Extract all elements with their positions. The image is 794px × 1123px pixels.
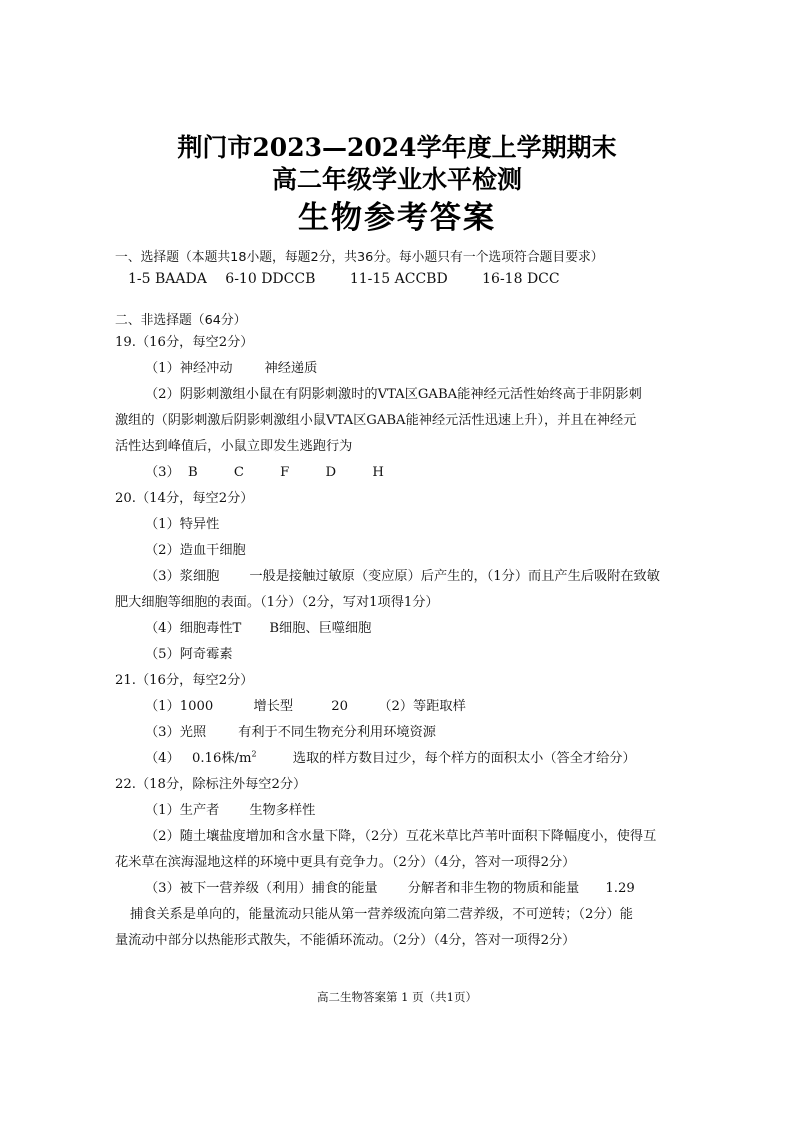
q21-part4-label: （4） <box>145 751 180 766</box>
q22-part4-line1: 捕食关系是单向的，能量流动只能从第一营养级流向第二营养级，不可逆转；（2分）能 <box>130 907 633 922</box>
q22-header: 22.（18分，除标注外每空2分） <box>115 777 307 792</box>
q19-part2-line2: 激组的（阴影刺激后阴影刺激组小鼠VTA区GABA能神经元活性迅速上升），并且在神经元 <box>115 413 637 428</box>
q21-part4 <box>145 750 636 768</box>
choice-answers-16-18: 16-18 DCC <box>482 271 560 287</box>
q21-answer-2: （2）等距取样 <box>378 699 466 714</box>
document-title-line2: 高二年级学业水平检测 <box>271 165 522 194</box>
q20-answer-4b: B细胞、巨噬细胞 <box>269 621 372 636</box>
q19-answer-3-2: C <box>233 465 244 480</box>
q19-part3 <box>145 464 384 482</box>
q21-answer-4a: 0.16株/m <box>191 751 252 766</box>
q19-part2-line1: （2）阴影刺激组小鼠在有阴影刺激时的VTA区GABA能神经元活性始终高于非阴影刺 <box>145 387 642 402</box>
q21-header: 21.（16分，每空2分） <box>115 673 254 688</box>
q22-answer-3a: （3）被下一营养级（利用）捕食的能量 <box>145 881 378 896</box>
q19-part1 <box>145 360 317 378</box>
q21-answer-4a-superscript: 2 <box>251 749 257 759</box>
q22-part3 <box>145 880 635 898</box>
q20-answer-3a: （3）浆细胞 <box>145 569 220 584</box>
q21-part1 <box>145 698 466 716</box>
q20-part2: （2）造血干细胞 <box>145 543 246 558</box>
q19-answer-3-4: D <box>325 465 337 480</box>
q19-header: 19.（16分，每空2分） <box>115 335 254 350</box>
q22-answer-1a: （1）生产者 <box>145 803 220 818</box>
q22-part2-line1: （2）随土壤盐度增加和含水量下降，（2分）互花米草比芦苇叶面积下降幅度小，使得互 <box>145 829 657 844</box>
q22-answer-3b: 分解者和非生物的物质和能量 <box>407 881 580 896</box>
choice-answers <box>128 270 560 288</box>
q19-answer-3-5: H <box>372 465 384 480</box>
q19-answer-3-1: B <box>187 465 198 480</box>
choice-answers-1-5: 1-5 BAADA <box>128 271 207 287</box>
q21-part3 <box>145 724 436 742</box>
q21-answer-1a: （1）1000 <box>145 699 214 714</box>
q20-header: 20.（14分，每空2分） <box>115 491 254 506</box>
page-footer: 高二生物答案第 1 页（共1页） <box>317 990 477 1004</box>
q20-answer-3b: 一般是接触过敏原（变应原）后产生的，（1分）而且产生后吸附在致敏 <box>249 569 660 584</box>
q19-part3-label: （3） <box>145 465 180 480</box>
q22-part2-line2: 花米草在滨海湿地这样的环境中更具有竞争力。（2分）（4分，答对一项得2分） <box>115 855 576 870</box>
q22-part4-line2: 量流动中部分以热能形式散失，不能循环流动。（2分）（4分，答对一项得2分） <box>115 933 576 948</box>
q22-answer-3c: 1.29 <box>605 881 635 896</box>
q19-answer-1b: 神经递质 <box>264 361 318 376</box>
q21-answer-1b: 增长型 <box>253 699 294 714</box>
q20-answer-4a: （4）细胞毒性T <box>145 621 242 636</box>
q21-answer-1c: 20 <box>331 699 349 714</box>
document-title-line1: 荆门市2023—2024学年度上学期期末 <box>177 133 617 162</box>
q20-part5: （5）阿奇霉素 <box>145 647 233 662</box>
q21-answer-4b: 选取的样方数目过少，每个样方的面积太小（答全才给分） <box>292 751 636 766</box>
q19-part2-line3: 活性达到峰值后，小鼠立即发生逃跑行为 <box>115 439 353 454</box>
q20-part1: （1）特异性 <box>145 517 220 532</box>
q22-answer-1b: 生物多样性 <box>249 803 316 818</box>
document-title-line3: 生物参考答案 <box>298 200 496 236</box>
section1-heading: 一、选择题（本题共18小题，每题2分，共36分。每小题只有一个选项符合题目要求） <box>115 250 604 265</box>
q22-part1 <box>145 802 315 820</box>
section2-heading: 二、非选择题（64分） <box>115 313 247 328</box>
q20-part3-line1 <box>145 568 660 586</box>
q21-answer-3a: （3）光照 <box>145 725 207 740</box>
q20-part3-line2: 肥大细胞等细胞的表面。（1分）（2分，写对1项得1分） <box>115 595 439 610</box>
choice-answers-11-15: 11-15 ACCBD <box>349 271 448 287</box>
q19-answer-1a: （1）神经冲动 <box>145 361 233 376</box>
q20-part4 <box>145 620 371 638</box>
q19-answer-3-3: F <box>280 465 290 480</box>
q21-answer-3b: 有利于不同生物充分利用环境资源 <box>238 725 436 740</box>
choice-answers-6-10: 6-10 DDCCB <box>225 271 316 287</box>
